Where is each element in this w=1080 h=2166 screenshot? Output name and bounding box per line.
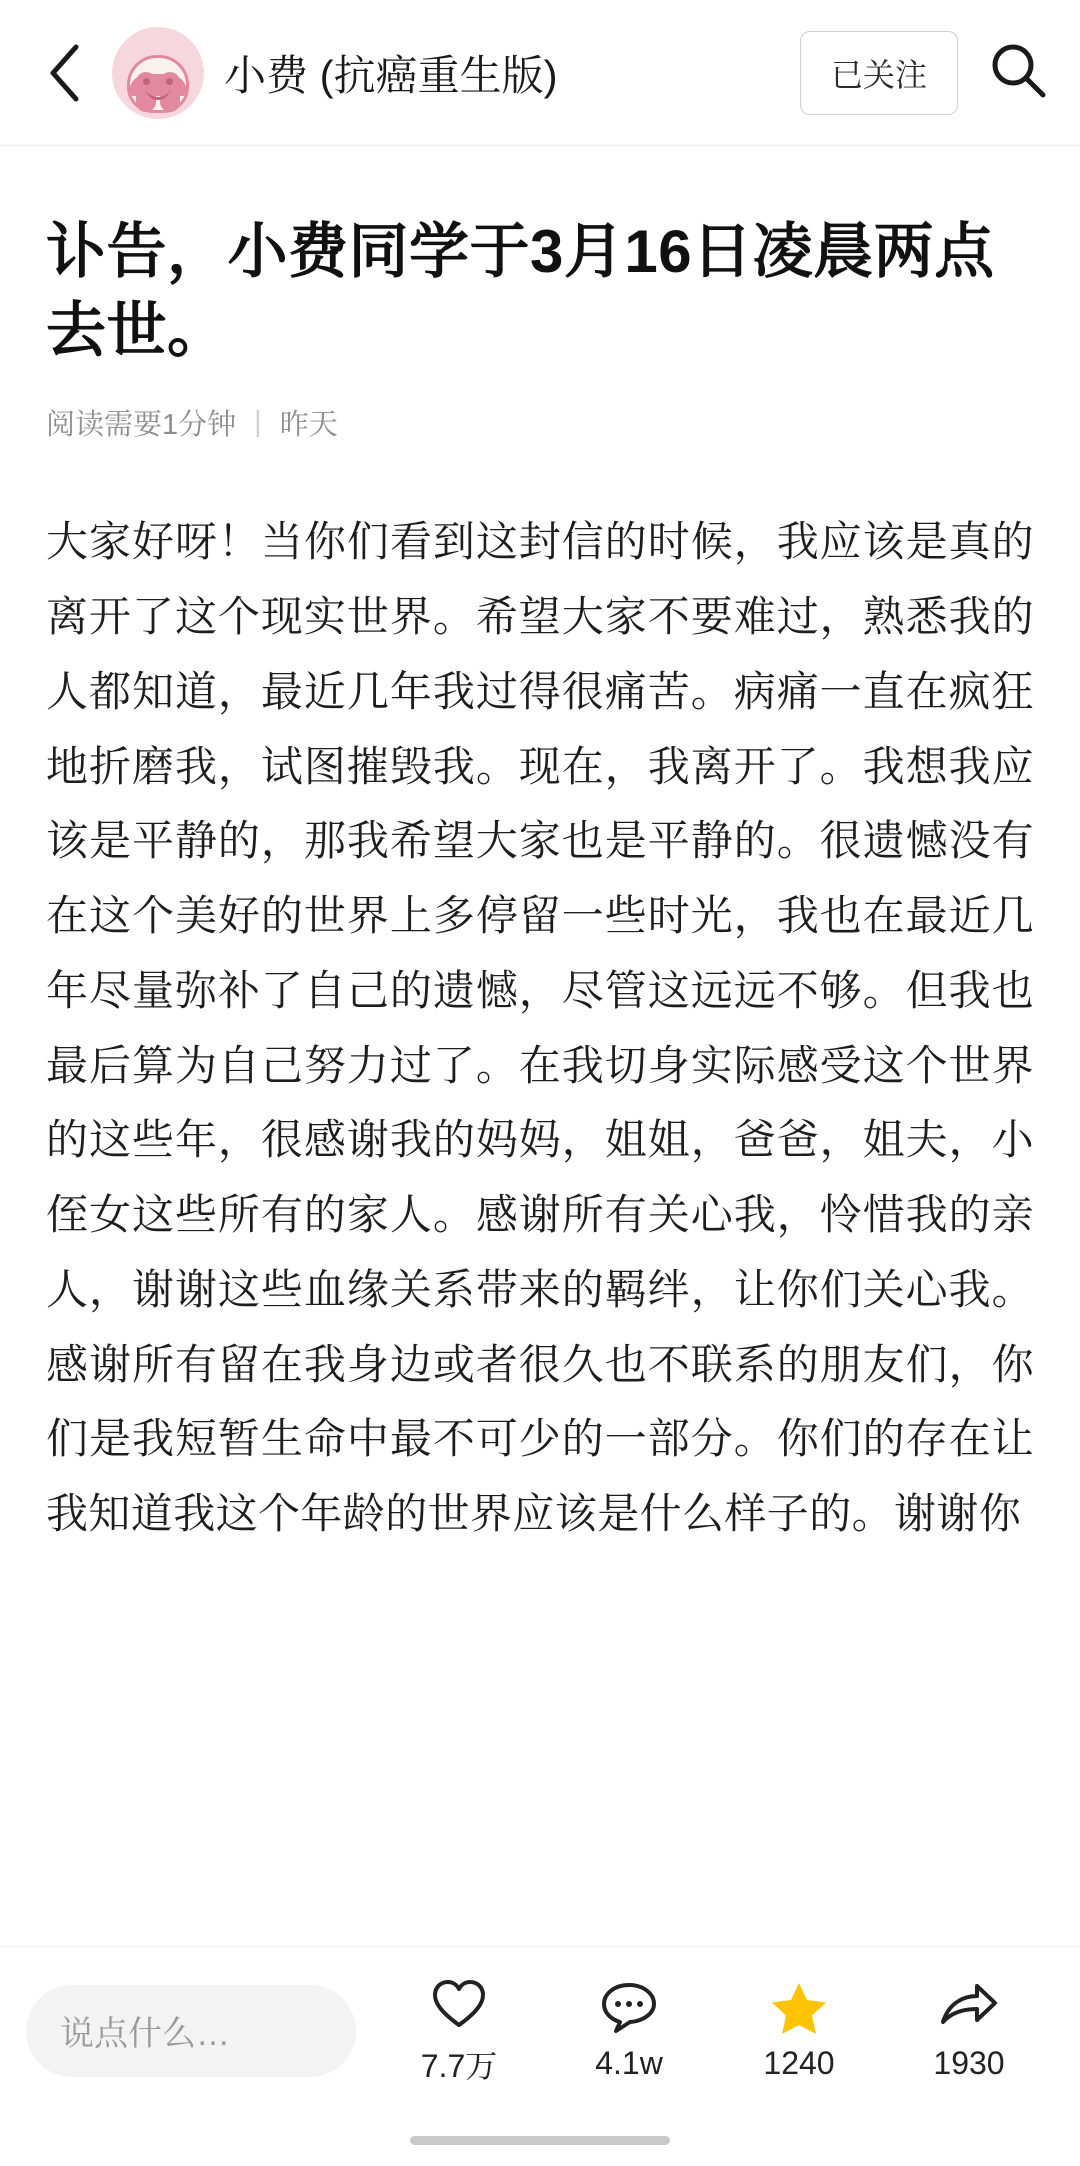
- top-navigation-bar: [0, 0, 1080, 146]
- chevron-left-icon: [45, 42, 85, 104]
- publish-date: 昨天: [279, 409, 338, 442]
- comment-count: 4.1w: [595, 2045, 663, 2081]
- follow-button[interactable]: 已关注: [800, 31, 958, 115]
- meta-separator: |: [254, 406, 262, 439]
- heart-icon: [431, 1975, 487, 2033]
- home-indicator[interactable]: [410, 2136, 670, 2145]
- back-button[interactable]: [34, 42, 96, 104]
- comment-button[interactable]: [569, 1979, 689, 2082]
- bottom-action-bar: [0, 1946, 1080, 2114]
- share-icon: [939, 1979, 999, 2037]
- search-icon: [986, 38, 1050, 107]
- share-button[interactable]: [909, 1979, 1029, 2082]
- like-button[interactable]: [399, 1975, 519, 2087]
- article-body-text: 大家好呀！当你们看到这封信的时候，我应该是真的离开了这个现实世界。希望大家不要难过，熟悉我的人都知道，最近几年我过得很痛苦。病痛一直在疯狂地折磨我，试图摧毁我。现在，我离开了。我想我应该是平静的，那我希望大家也是平静的。很遗憾没有在这个美好的世界上多停留一些时光，我也在最近几年尽量弥补了自己的遗憾，尽管这远远不够。但我也最后算为自己努力过了。在我切身实际感受这个世界的这些年，很感谢我的妈妈，姐姐，爸爸，姐夫，小侄女这些所有的家人。感谢所有关心我，怜惜我的亲人，谢谢这些血缘关系带来的羁绊，让你们关心我。感谢所有留在我身边或者很久也不联系的朋友们，你们是我短暂生命中最不可少的一部分。你们的存在让我知道我这个年龄的世界应该是什么样子的。谢谢你: [46, 518, 1034, 1538]
- read-time: 阅读需要1分钟: [46, 409, 237, 442]
- favorite-button[interactable]: [739, 1979, 859, 2082]
- article-meta: [46, 402, 1034, 443]
- star-icon: [770, 1979, 828, 2037]
- page-title: 讣告，小费同学于3月16日凌晨两点去世。: [46, 218, 995, 365]
- comment-placeholder: 说点什么…: [60, 2015, 230, 2053]
- home-indicator-area: [0, 2114, 1080, 2166]
- search-button[interactable]: [984, 39, 1052, 107]
- article-content[interactable]: [0, 146, 1080, 1946]
- action-buttons: [356, 1975, 1054, 2087]
- account-name[interactable]: 小费 (抗癌重生版): [224, 51, 558, 99]
- avatar[interactable]: [112, 27, 204, 119]
- share-count: 1930: [933, 2045, 1005, 2081]
- comment-icon: [600, 1979, 658, 2037]
- comment-input[interactable]: [26, 1985, 356, 2077]
- favorite-count: 1240: [763, 2045, 835, 2081]
- like-count: 7.7万: [420, 2047, 498, 2084]
- avatar-girl-icon: [127, 55, 189, 113]
